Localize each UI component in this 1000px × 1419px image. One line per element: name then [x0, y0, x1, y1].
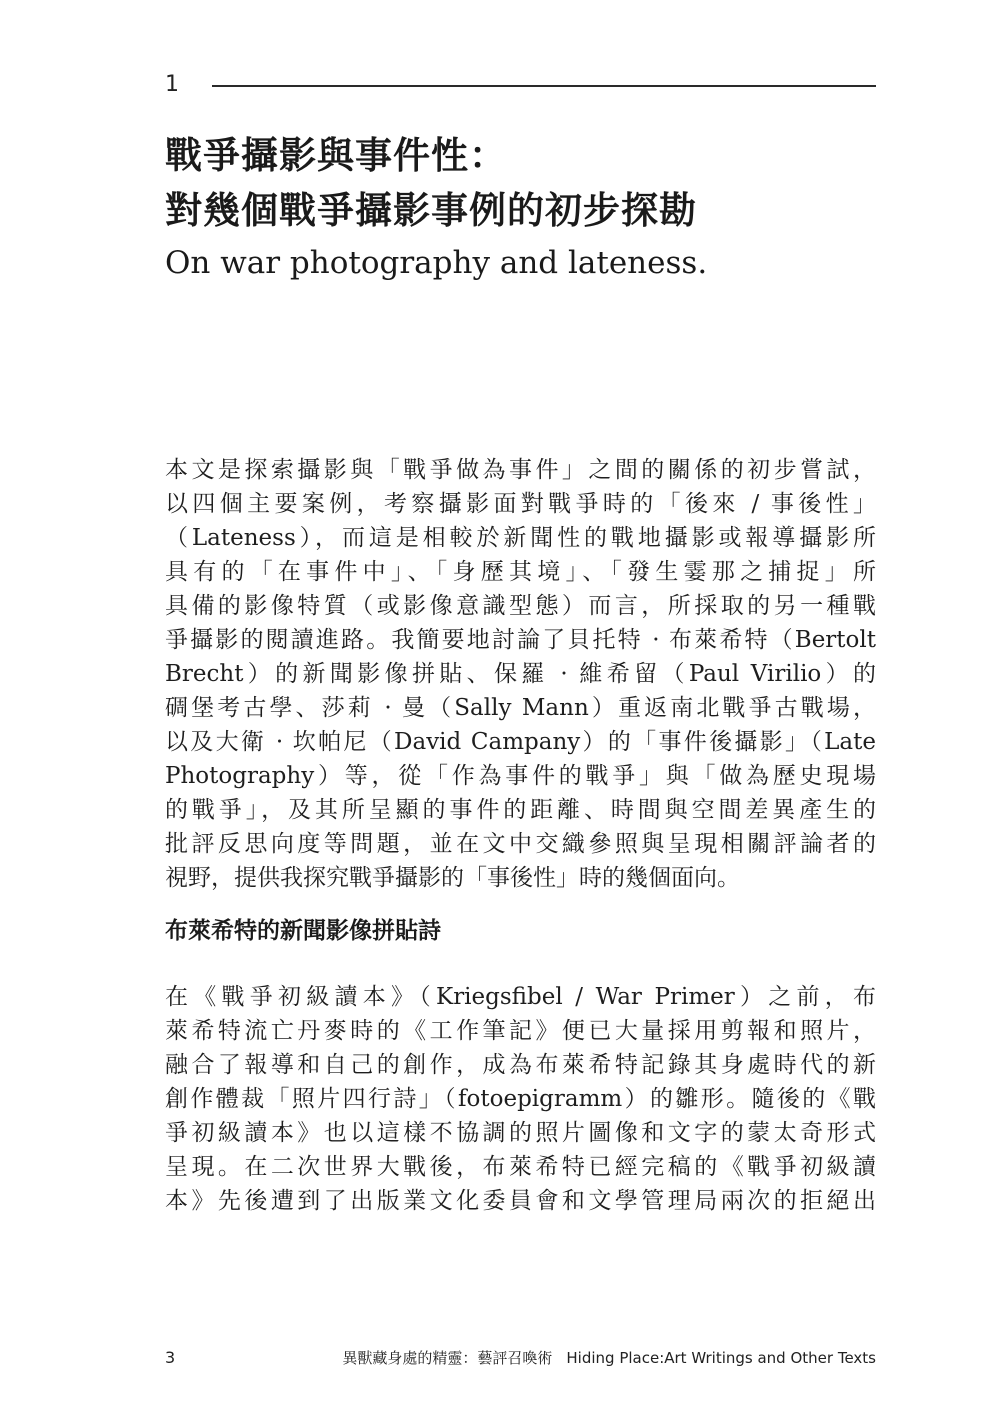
chapter-title-zh-line-1: 戰爭攝影與事件性： — [165, 133, 507, 177]
abstract-line: 碉堡考古學、莎莉 · 曼（Sally Mann）重返南北戰爭古戰場， — [165, 695, 876, 721]
chapter-title-en: On war photography and lateness. — [165, 245, 708, 281]
section-line: 本》先後遭到了出版業文化委員會和文學管理局兩次的拒絕出 — [165, 1188, 876, 1214]
chapter-divider-rule — [212, 85, 876, 87]
section-heading: 布萊希特的新聞影像拼貼詩 — [165, 917, 441, 944]
chapter-title-block — [165, 128, 885, 288]
abstract-line: Brecht）的新聞影像拼貼、保羅 · 維希留（Paul Virilio）的 — [165, 661, 876, 687]
abstract-line: 批評反思向度等問題，並在文中交織參照與呈現相關評論者的 — [165, 831, 876, 857]
abstract-line: 的戰爭」，及其所呈顯的事件的距離、時間與空間差異產生的 — [165, 797, 876, 823]
book-title-zh: 異獸藏身處的精靈：藝評召喚術 — [342, 1349, 553, 1367]
book-title-en: Hiding Place:Art Writings and Other Texts — [566, 1349, 876, 1367]
abstract-line: （Lateness），而這是相較於新聞性的戰地攝影或報導攝影所 — [165, 525, 876, 551]
section-line: 創作體裁「照片四行詩」（fotoepigramm）的雛形。隨後的《戰 — [165, 1086, 876, 1112]
section-line: 爭初級讀本》也以這樣不協調的照片圖像和文字的蒙太奇形式 — [165, 1120, 876, 1146]
abstract-line: 爭攝影的閱讀進路。我簡要地討論了貝托特 · 布萊希特（Bertolt — [165, 627, 876, 653]
abstract-line: 視野，提供我探究戰爭攝影的「事後性」時的幾個面向。 — [165, 865, 740, 891]
abstract-line: 以四個主要案例，考察攝影面對戰爭時的「後來 / 事後性」 — [165, 491, 876, 517]
section-line: 在《戰爭初級讀本》（Kriegsfibel / War Primer）之前，布 — [165, 984, 876, 1010]
chapter-number: 1 — [165, 72, 179, 97]
abstract-line: 本文是探索攝影與「戰爭做為事件」之間的關係的初步嘗試， — [165, 457, 876, 483]
chapter-title-zh-line-2: 對幾個戰爭攝影事例的初步探勘 — [165, 188, 697, 232]
abstract-paragraph — [165, 453, 876, 895]
abstract-line: 以及大衛 · 坎帕尼（David Campany）的「事件後攝影」（Late — [165, 729, 876, 755]
section-line: 呈現。在二次世界大戰後，布萊希特已經完稿的《戰爭初級讀 — [165, 1154, 876, 1180]
section-line: 萊希特流亡丹麥時的《工作筆記》便已大量採用剪報和照片， — [165, 1018, 876, 1044]
page-footer — [165, 1345, 876, 1371]
section-paragraph — [165, 980, 876, 1218]
section-line: 融合了報導和自己的創作，成為布萊希特記錄其身處時代的新 — [165, 1052, 876, 1078]
abstract-line: 具有的「在事件中」、「身歷其境」、「發生霎那之捕捉」所 — [165, 559, 876, 585]
page-number: 3 — [165, 1348, 176, 1367]
abstract-line: Photography）等，從「作為事件的戰爭」與「做為歷史現場 — [165, 763, 876, 789]
running-footer-title — [342, 1345, 876, 1371]
abstract-line: 具備的影像特質（或影像意識型態）而言，所採取的另一種戰 — [165, 593, 876, 619]
